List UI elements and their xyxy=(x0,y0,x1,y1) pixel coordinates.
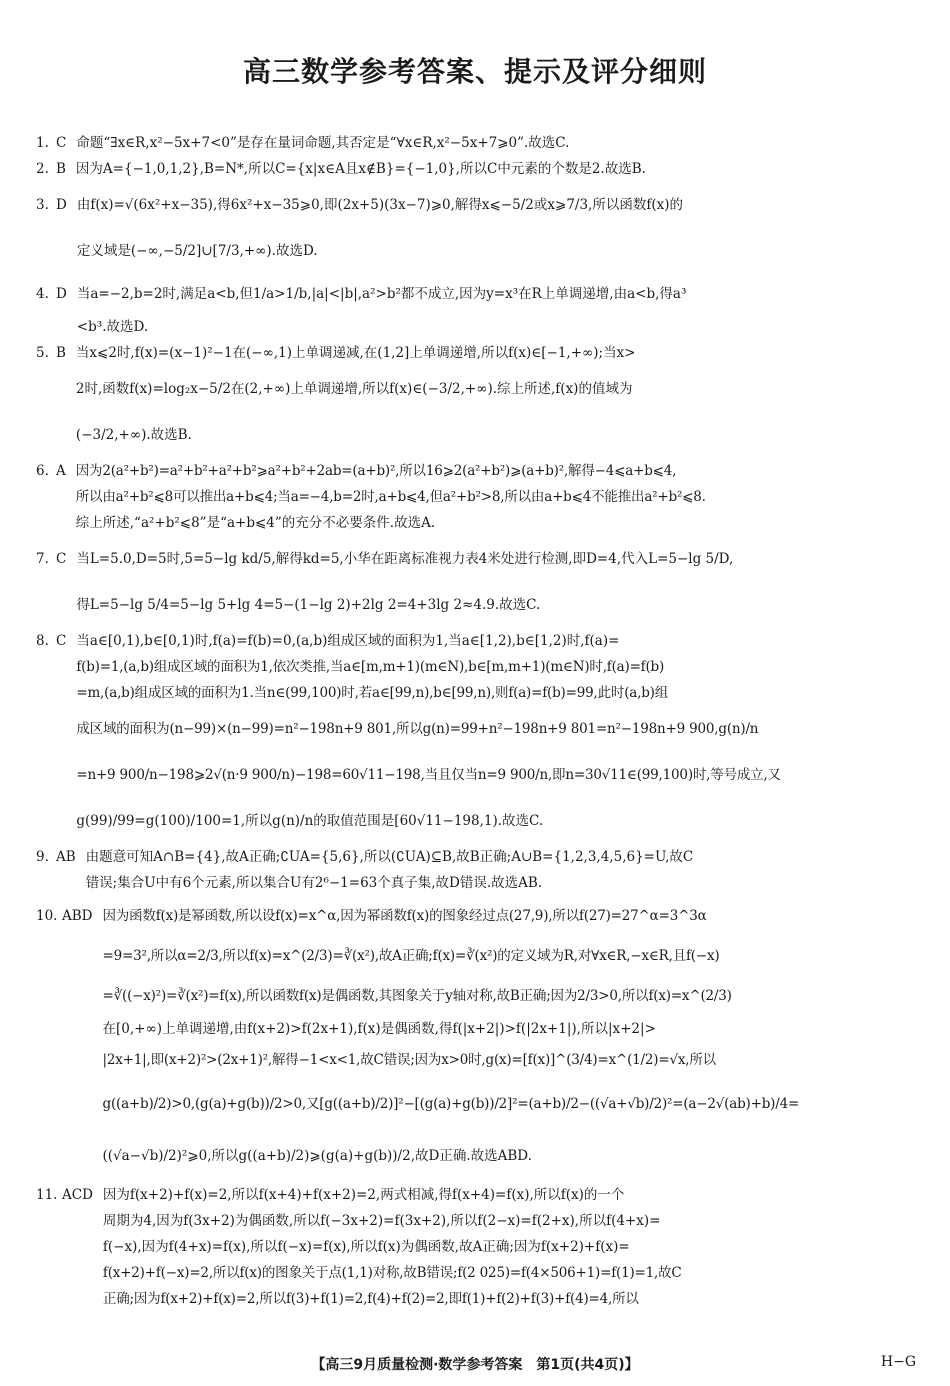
explanation xyxy=(103,1182,920,1312)
question-number: 4. xyxy=(36,286,49,302)
answer-item xyxy=(36,458,920,536)
explanation-line: =9=3²,所以α=2/3,所以f(x)=x^(2/3)=∛(x²),故A正确;f(x)=∛(x²)的定义域为R,对∀x∈R,−x∈R,且f(−x) xyxy=(102,948,720,964)
page-title: 高三数学参考答案、提示及评分细则 xyxy=(242,55,707,88)
explanation-line: 由f(x)=√(6x²+x−35),得6x²+x−35⩾0,即(2x+5)(3x−7)⩾0,解得x⩽−5/2或x⩾7/3,所以函数f(x)的 xyxy=(76,197,683,213)
explanation-line: 在[0,+∞)上单调递增,由f(x+2)>f(2x+1),f(x)是偶函数,得f(|x+2|)>f(|2x+1|),所以|x+2|> xyxy=(102,1021,656,1037)
explanation-line: g((a+b)/2)>0,(g(a)+g(b))/2>0,又[g((a+b)/2)]²−[(g(a)+g(b))/2]²=(a+b)/2−((√a+√b)/2)²=(a−2√(ab)+b)/4= xyxy=(102,1096,800,1112)
question-number: 2. xyxy=(36,161,49,177)
explanation-line: 当x⩽2时,f(x)=(x−1)²−1在(−∞,1)上单调递减,在(1,2]上单调递增,所以f(x)∈[−1,+∞);当x> xyxy=(75,345,636,361)
question-number: 11. xyxy=(36,1187,58,1203)
question-number: 9. xyxy=(36,849,49,865)
explanation-line: <b³.故选D. xyxy=(76,319,149,335)
explanation-line: f(b)=1,(a,b)组成区域的面积为1,依次类推,当a∈[m,m+1)(m∈N),b∈[m,m+1)(m∈N)时,f(a)=f(b) xyxy=(76,659,665,675)
explanation-line: 周期为4,因为f(3x+2)为偶函数,所以f(−3x+2)=f(3x+2),所以f(2−x)=f(2+x),所以f(4+x)= xyxy=(102,1213,661,1229)
answer-list xyxy=(36,130,920,1312)
answer-item xyxy=(36,340,920,458)
explanation-line: 因为2(a²+b²)=a²+b²+a²+b²⩾a²+b²+2ab=(a+b)²,所以16⩾2(a²+b²)⩾(a+b)²,解得−4⩽a+b⩽4, xyxy=(75,463,677,479)
explanation-line: =∛((−x)²)=∛(x²)=f(x),所以函数f(x)是偶函数,其图象关于y轴对称,故B正确;因为2/3>0,所以f(x)=x^(2/3) xyxy=(102,988,732,1004)
question-number: 10. xyxy=(36,908,58,924)
answer-choice: D xyxy=(56,286,67,302)
explanation-line: 当a=−2,b=2时,满足a<b,但1/a>1/b,|a|<|b|,a²>b²都不成立,因为y=x³在R上单调递增,由a<b,得a³ xyxy=(76,286,687,302)
explanation-line: 命题“∃x∈R,x²−5x+7<0”是存在量词命题,其否定是“∀x∈R,x²−5x+7⩾0”.故选C. xyxy=(76,135,570,151)
explanation xyxy=(76,130,920,156)
explanation xyxy=(76,340,920,458)
answer-choice: ABD xyxy=(62,908,93,924)
answer-choice: B xyxy=(56,161,66,177)
answer-choice: B xyxy=(56,345,66,361)
explanation-line: 当L=5.0,D=5时,5=5−lg kd/5,解得kd=5,小华在距离标准视力表4米处进行检测,即D=4,代入L=5−lg 5/D, xyxy=(76,551,734,567)
answer-item xyxy=(36,896,920,1182)
answer-choice: AB xyxy=(56,849,76,865)
answer-item xyxy=(36,1182,920,1312)
explanation-line: =m,(a,b)组成区域的面积为1.当n∈(99,100)时,若a∈[99,n),b∈[99,n),则f(a)=f(b)=99,此时(a,b)组 xyxy=(76,685,669,701)
explanation-line: 当a∈[0,1),b∈[0,1)时,f(a)=f(b)=0,(a,b)组成区域的面积为1,当a∈[1,2),b∈[1,2)时,f(a)= xyxy=(76,633,620,649)
answer-item xyxy=(36,182,920,274)
explanation xyxy=(76,156,920,182)
question-number: 8. xyxy=(36,633,49,649)
question-number: 1. xyxy=(36,135,49,151)
explanation xyxy=(103,896,921,1182)
question-number: 5. xyxy=(36,345,49,361)
explanation-line: 因为f(x+2)+f(x)=2,所以f(x+4)+f(x+2)=2,两式相减,得f(x+4)=f(x),所以f(x)的一个 xyxy=(102,1187,625,1203)
explanation-line: (−3/2,+∞).故选B. xyxy=(75,427,192,443)
answer-item xyxy=(36,130,920,156)
explanation-line: 定义域是(−∞,−5/2]∪[7/3,+∞).故选D. xyxy=(76,243,318,259)
explanation-line: 综上所述,“a²+b²⩽8”是“a+b⩽4”的充分不必要条件.故选A. xyxy=(75,515,436,531)
paper-code: H−G xyxy=(880,1354,916,1370)
explanation-line: 成区域的面积为(n−99)×(n−99)=n²−198n+9 801,所以g(n)=99+n²−198n+9 801=n²−198n+9 900,g(n)/n xyxy=(76,721,759,737)
explanation xyxy=(77,274,920,340)
explanation-line: 因为A={−1,0,1,2},B=N*,所以C={x|x∈A且x∉B}={−1,0},所以C中元素的个数是2.故选B. xyxy=(75,161,646,177)
explanation-line: 正确;因为f(x+2)+f(x)=2,所以f(3)+f(1)=2,f(4)+f(2)=2,即f(1)+f(2)+f(3)+f(4)=4,所以 xyxy=(102,1291,639,1307)
explanation-line: g(99)/99=g(100)/100=1,所以g(n)/n的取值范围是[60√11−198,1).故选C. xyxy=(76,813,544,829)
explanation xyxy=(77,182,920,274)
explanation-line: 所以由a²+b²⩽8可以推出a+b⩽4;当a=−4,b=2时,a+b⩽4,但a²+b²>8,所以由a+b⩽4不能推出a²+b²⩽8. xyxy=(75,489,706,505)
explanation xyxy=(76,458,920,536)
explanation-line: 由题意可知A∩B={4},故A正确;∁UA={5,6},所以(∁UA)⊆B,故B正确;A∪B={1,2,3,4,5,6}=U,故C xyxy=(85,849,694,865)
answer-item xyxy=(36,274,920,340)
explanation-line: =n+9 900/n−198⩾2√(n·9 900/n)−198=60√11−198,当且仅当n=9 900/n,即n=30√11∈(99,100)时,等号成立,又 xyxy=(76,767,781,783)
answer-item xyxy=(36,628,920,844)
answer-item xyxy=(36,844,920,896)
answer-choice: ACD xyxy=(62,1187,93,1203)
explanation xyxy=(76,628,920,844)
answer-choice: C xyxy=(56,633,67,649)
answer-choice: C xyxy=(56,135,67,151)
explanation-line: |2x+1|,即(x+2)²>(2x+1)²,解得−1<x<1,故C错误;因为x>0时,g(x)=[f(x)]^(3/4)=x^(1/2)=√x,所以 xyxy=(102,1052,716,1068)
explanation-line: 得L=5−lg 5/4=5−lg 5+lg 4=5−(1−lg 2)+2lg 2=4+3lg 2≈4.9.故选C. xyxy=(76,597,541,613)
explanation-line: 错误;集合U中有6个元素,所以集合U有2⁶−1=63个真子集,故D错误.故选AB. xyxy=(85,875,543,891)
answer-item xyxy=(36,156,920,182)
page-footer: 【高三9月质量检测·数学参考答案 第1页(共4页)】 xyxy=(311,1357,639,1373)
answer-choice: A xyxy=(56,463,66,479)
question-number: 7. xyxy=(36,551,49,567)
answer-choice: C xyxy=(56,551,67,567)
explanation xyxy=(86,844,920,896)
question-number: 6. xyxy=(36,463,49,479)
answer-choice: D xyxy=(56,197,67,213)
question-number: 3. xyxy=(36,197,49,213)
explanation-line: ((√a−√b)/2)²⩾0,所以g((a+b)/2)⩾(g(a)+g(b))/2,故D正确.故选ABD. xyxy=(102,1148,532,1164)
explanation-line: f(x+2)+f(−x)=2,所以f(x)的图象关于点(1,1)对称,故B错误;f(2 025)=f(4×506+1)=f(1)=1,故C xyxy=(102,1265,682,1281)
explanation xyxy=(76,536,920,628)
answer-item xyxy=(36,536,920,628)
explanation-line: 因为函数f(x)是幂函数,所以设f(x)=x^α,因为幂函数f(x)的图象经过点(27,9),所以f(27)=27^α=3^3α xyxy=(102,908,707,924)
explanation-line: 2时,函数f(x)=log₂x−5/2在(2,+∞)上单调递增,所以f(x)∈(−3/2,+∞).综上所述,f(x)的值域为 xyxy=(75,381,633,397)
explanation-line: f(−x),因为f(4+x)=f(x),所以f(−x)=f(x),所以f(x)为偶函数,故A正确;因为f(x+2)+f(x)= xyxy=(102,1239,630,1255)
